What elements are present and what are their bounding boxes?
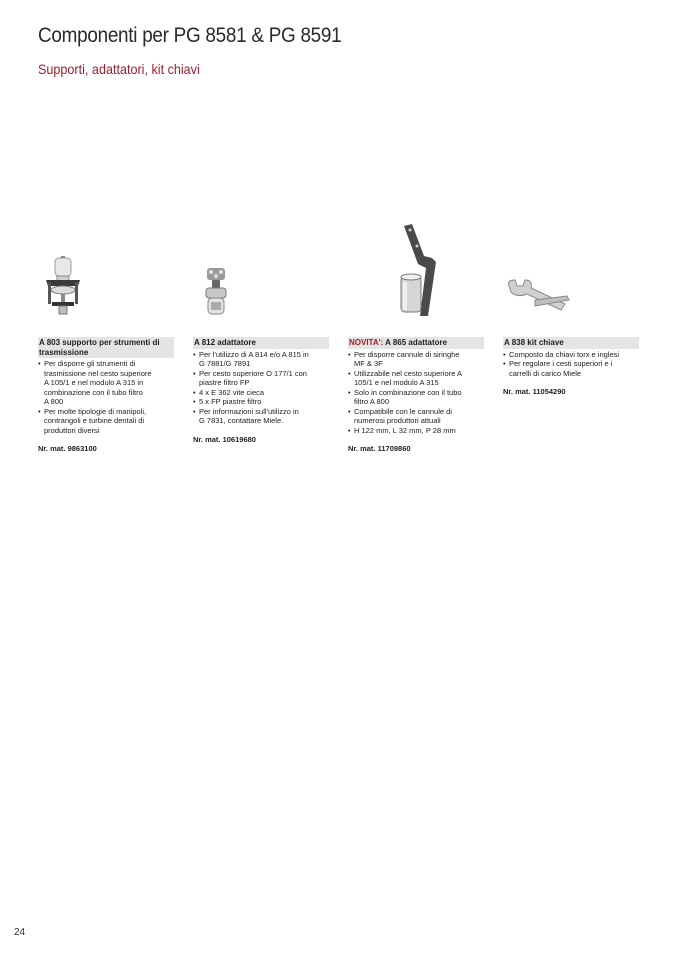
material-number: Nr. mat. 9863100 bbox=[38, 444, 97, 453]
product-a838 bbox=[503, 337, 639, 396]
feature-item: • Per disporre gli strumenti di trasmissione nel cesto superiore A 105/1 e nel modulo A 315 in combinazione con il tubo filtro A 800 bbox=[38, 359, 174, 407]
feature-item: • Per regolare i cesti superiori e i carrelli di carico Miele bbox=[503, 359, 639, 378]
feature-list bbox=[348, 350, 484, 436]
product-name bbox=[38, 337, 174, 358]
feature-item: • Composto da chiavi torx e inglesi bbox=[503, 350, 639, 360]
feature-item: • H 122 mm, L 32 mm, P 28 mm bbox=[348, 426, 484, 436]
product-name bbox=[193, 337, 329, 349]
feature-item: • Solo in combinazione con il tubo filtro A 800 bbox=[348, 388, 484, 407]
a838-wrench-kit-image bbox=[505, 278, 571, 314]
feature-list bbox=[38, 359, 174, 435]
feature-item: • Per disporre cannule di siringhe MF & 3F bbox=[348, 350, 484, 369]
product-a803 bbox=[38, 337, 174, 453]
material-number: Nr. mat. 10619680 bbox=[193, 434, 256, 444]
page-number: 24 bbox=[14, 927, 26, 938]
a803-holder-image bbox=[40, 254, 86, 316]
material-number: Nr. mat. 11709860 bbox=[348, 444, 411, 453]
feature-item: • Utilizzabile nel cesto superiore A 105/1 e nel modulo A 315 bbox=[348, 369, 484, 388]
a865-adapter-image bbox=[398, 222, 442, 318]
product-name bbox=[503, 337, 639, 349]
feature-item: • 4 x E 362 vite cieca bbox=[193, 388, 329, 398]
product-a865 bbox=[348, 337, 484, 453]
product-title: A 803 supporto per strumenti di trasmissione bbox=[39, 338, 160, 357]
page-subtitle: Supporti, adattatori, kit chiavi bbox=[38, 61, 200, 77]
material-number: Nr. mat. 11054290 bbox=[503, 387, 566, 396]
product-a812 bbox=[193, 337, 329, 444]
product-title: A 812 adattatore bbox=[194, 338, 256, 347]
feature-list bbox=[193, 350, 329, 426]
feature-item: • Compatibile con le cannule di numerosi produttori attuali bbox=[348, 407, 484, 426]
feature-item: • Per molte tipologie di manipoli, contrangoli e turbine dentali di produttori diversi bbox=[38, 407, 174, 436]
feature-list bbox=[503, 350, 639, 379]
feature-item: • Per informazioni sull'utilizzo in G 7831, contattare Miele. bbox=[193, 407, 329, 426]
page-title: Componenti per PG 8581 & PG 8591 bbox=[38, 24, 342, 47]
product-title: A 865 adattatore bbox=[385, 338, 448, 347]
feature-item: • Per cesto superiore O 177/1 con piastre filtro FP bbox=[193, 369, 329, 388]
new-label: NOVITA': bbox=[349, 338, 384, 347]
feature-item: • 5 x FP piastre filtro bbox=[193, 397, 329, 407]
product-title: A 838 kit chiave bbox=[504, 338, 564, 347]
product-name bbox=[348, 337, 484, 349]
feature-item: • Per l'utilizzo di A 814 e/o A 815 in G 7881/G 7891 bbox=[193, 350, 329, 369]
a812-adapter-image bbox=[201, 266, 231, 318]
